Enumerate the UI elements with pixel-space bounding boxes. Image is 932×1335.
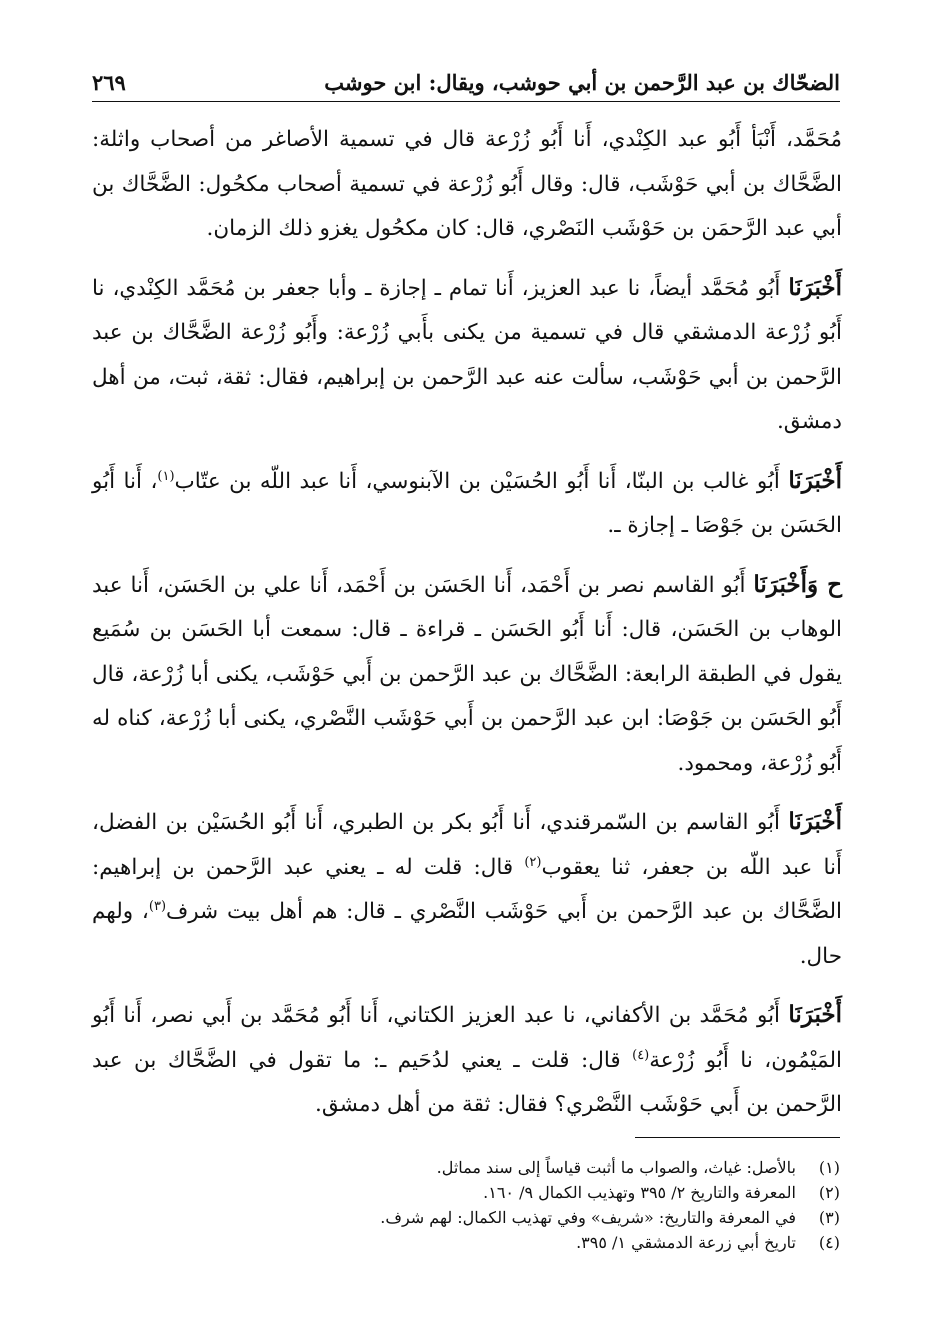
paragraph-text: ، أَنا أَبُو الحَسَن بن جَوْصَا ـ إجازة ـ. — [92, 468, 842, 538]
paragraph-3 — [92, 459, 842, 549]
footnote-ref[interactable]: (٢) — [524, 854, 542, 870]
footnote-ref[interactable]: (١) — [157, 468, 175, 484]
paragraph-lead: أَخْبَرَنَا — [788, 273, 842, 301]
page-number: ٢٦٩ — [92, 70, 126, 95]
running-title: الضحّاك بن عبد الرَّحمن بن أبي حوشب، ويقال: ابن حوشب — [324, 70, 840, 95]
paragraph-text: ، ولهم حال. — [92, 899, 842, 969]
main-text — [92, 118, 842, 1142]
footnote — [92, 1230, 840, 1255]
paragraph-2 — [92, 266, 842, 445]
header-rule — [92, 101, 840, 102]
footnote-text: بالأصل: غياث، والصواب ما أثبت قياساً إلى سند مماثل. — [436, 1158, 796, 1177]
paragraph-lead: أَخْبَرَنَا — [788, 466, 843, 494]
paragraph-text: أَبُو غالب بن البنّا، أَنا أَبُو الحُسَيْن بن الآبنوسي، أَنا عبد اللّه بن عتّاب — [174, 468, 789, 494]
paragraph-6 — [92, 993, 842, 1128]
footnote-number: (٢) — [818, 1183, 840, 1202]
paragraph-text: قال: قلت ـ يعني لدُحَيم ـ: ما تقول في الضَّحَّاك بن عبد الرَّحمن بن أَبي حَوْشَب النَّصْري؟ فقال: ثقة من أهل دمشق. — [92, 1047, 842, 1117]
paragraph-lead: ح وَأَخْبَرَنَا — [753, 570, 843, 598]
footnote — [92, 1205, 840, 1230]
paragraph-text: قال: قلت له ـ يعني عبد الرَّحمن بن إبراهيم: الضَّحَّاك بن عبد الرَّحمن بن أَبي حَوْشَب النَّصْري ـ قال: هم أهل بيت شرف — [92, 854, 842, 924]
paragraph-text: أَبُو القاسم بن السّمرقندي، أَنا أَبُو بكر بن الطبري، أَنا أَبُو الحُسَيْن بن الفضل، أَنا عبد اللّه بن جعفر، ثنا يعقوب — [92, 810, 842, 880]
footnote-number: (٤) — [818, 1233, 840, 1252]
footnote-number: (١) — [818, 1158, 840, 1177]
paragraph-lead: أَخْبَرَنَا — [788, 1001, 842, 1028]
footnote-ref[interactable]: (٤) — [632, 1047, 650, 1063]
footnote — [92, 1155, 840, 1180]
paragraph-text: مُحَمَّد، أَنْبَأ أَبُو عبد الكِنْدي، أَنا أَبُو زُرْعة قال في تسمية الأصاغر من أصحاب واثلة: الضَّحَّاك بن أبي حَوْشَب، قال: وقال أَبُو زُرْعة في تسمية أصحاب مكحُول: الضَّحَّاك بن أبي عبد الرَّحمَن بن حَوْشَب النَصْري، قال: كان مكحُول يغزو ذلك الزمان. — [92, 127, 842, 241]
footnote-text: المعرفة والتاريخ ٢/ ٣٩٥ وتهذيب الكمال ٩/ ١٦٠. — [483, 1183, 796, 1202]
footnote-text: في المعرفة والتاريخ: «شريف» وفي تهذيب الكمال: لهم شرف. — [380, 1208, 796, 1227]
paragraph-text: أَبُو مُحَمَّد بن الأكفاني، نا عبد العزيز الكتاني، أَنا أَبُو مُحَمَّد بن أَبي نصر، أَنا أَبُو المَيْمُون، نا أَبُو زُرْعة — [92, 1003, 842, 1073]
page-header — [92, 62, 840, 98]
footnote-rule — [635, 1137, 840, 1138]
footnote-ref[interactable]: (٣) — [148, 898, 167, 914]
paragraph-1 — [92, 118, 842, 252]
paragraph-5 — [92, 800, 842, 979]
paragraph-4 — [92, 563, 842, 787]
paragraph-text: أَبُو القاسم نصر بن أَحْمَد، أَنا الحَسَن بن أَحْمَد، أَنا علي بن الحَسَن، أَنا عبد الوهاب بن الحَسَن، قال: أَنا أَبُو الحَسَن ـ قراءة ـ قال: سمعت أبا الحَسَن بن سُمَيع يقول في الطبقة الرابعة: الضَّحَّاك بن عبد الرَّحمن بن أَبي حَوْشَب، يكنى أبا زُرْعة، قال أَبُو الحَسَن بن جَوْصَا: ابن عبد الرَّحمن بن أَبي حَوْشَب النَّصْري، يكنى أبا زُرْعة، كناه له أَبُو زُرْعة، ومحمود. — [92, 572, 842, 776]
footnote-text: تاريخ أبي زرعة الدمشقي ١/ ٣٩٥. — [576, 1233, 796, 1252]
footnotes — [92, 1155, 840, 1255]
footnote-number: (٣) — [818, 1208, 840, 1227]
footnote — [92, 1180, 840, 1205]
paragraph-text: أَبُو مُحَمَّد أيضاً، نا عبد العزيز، أَنا تمام ـ إجازة ـ وأبا جعفر بن مُحَمَّد الكِنْدي، نا أَبُو زُرْعة الدمشقي قال في تسمية من يكنى بأَبي زُرْعة: وأَبُو زُرْعة الضَّحَّاك بن عبد الرَّحمن بن أبي حَوْشَب، سألت عنه عبد الرَّحمن بن إبراهيم، فقال: ثقة، ثبت، من أهل دمشق. — [92, 275, 842, 434]
paragraph-lead: أَخْبَرَنَا — [788, 808, 842, 835]
